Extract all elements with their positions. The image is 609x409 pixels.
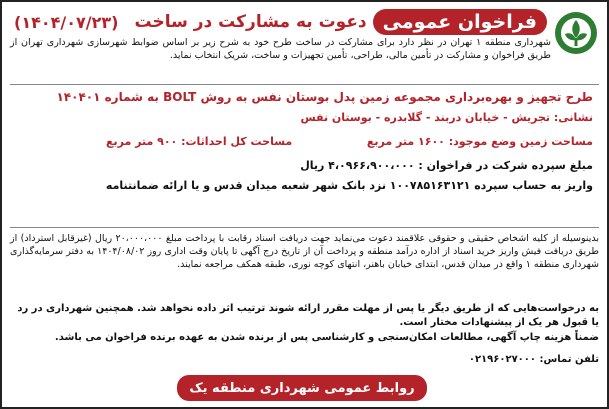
intro-text: شهرداری منطقه ۱ تهران در نظر دارد برای مشارکت در ساخت طرح خود به شرح زیر بر اساس ضوابط شهرسازی شهرداری تهران از طریق فراخوان و مشارکت در تأمین مالی، طراحی، تأمین تجهیزات و ساخت، شریک انتخاب نماید. (10, 37, 551, 61)
body-text: بدینوسیله از کلیه اشخاص حقیقی و حقوقی علاقمند دعوت می‌نماید جهت دریافت اسناد رقابت با پرداخت مبلغ ۲۰،۰۰۰،۰۰۰ ریال (غیرقابل استرداد) از طریق دریافت فیش واریز خرید اسناد از اداره درآمد منطقه و پرداخت آن از تاریخ درج آگهی تا پایان وقت اداری روز ۱۴۰۴/۰۸/۰۲ به دفتر سرمایه‌گذاری شهرداری منطقه ۱ واقع در میدان قدس، ابتدای خیابان باهنر، انتهای کوچه نوری، طبقه همکف مراجعه نمایند. (10, 233, 600, 270)
title-date: (۱۴۰۴/۰۷/۲۳) (14, 12, 119, 32)
note-1: به درخواست‌هایی که از طریق دیگر یا پس از مهلت مقرر ارائه شوند ترتیب اثر داده نخواهد شد. همچنین شهرداری در رد یا قبول هر یک از پیشنهادات مختار است. (17, 303, 599, 328)
title-row (14, 6, 547, 38)
tehran-municipality-logo-icon (553, 10, 599, 56)
title-sub: دعوت به مشارکت در ساخت (134, 12, 367, 32)
project-box (10, 84, 599, 228)
title-main: فراخوان عمومی (373, 9, 547, 35)
building-area: مساحت کل احداثات: ۹۰۰ متر مربع (106, 135, 293, 148)
land-area: مساحت زمین وضع موجود: ۱۶۰۰ متر مربع (366, 135, 593, 148)
phone-number: تلفن تماس: ۰۲۱۹۶۰۲۷۰۰۰ (468, 354, 599, 365)
note-2: ضمناً هزینه چاپ آگهی، مطالعات امکان‌سنجی و کارشناسی پس از برنده شدن به عهده برنده فراخوان می باشد. (54, 332, 599, 343)
project-address: نشانی: تجریش - خیابان دربند - گلابدره - بوستان نفس (300, 111, 593, 124)
project-title: طرح تجهیز و بهره‌برداری مجموعه زمین پدل بوستان نفس به روش BOLT به شماره ۱۴۰۴۰۱ (56, 90, 593, 104)
area-row (16, 134, 593, 150)
footer-banner: روابط عمومی شهرداری منطقه یک (177, 375, 427, 401)
deposit-account: واریز به حساب سپرده ۱۰۰۷۸۵۱۶۳۱۲۱ نزد بانک شهر شعبه میدان قدس و یا ارائه ضمانتنامه (105, 179, 593, 192)
deposit-amount: مبلغ سپرده شرکت در فراخوان : ۴،۰۹۶۶،۹۰۰،۰۰۰ ریال (300, 159, 593, 172)
